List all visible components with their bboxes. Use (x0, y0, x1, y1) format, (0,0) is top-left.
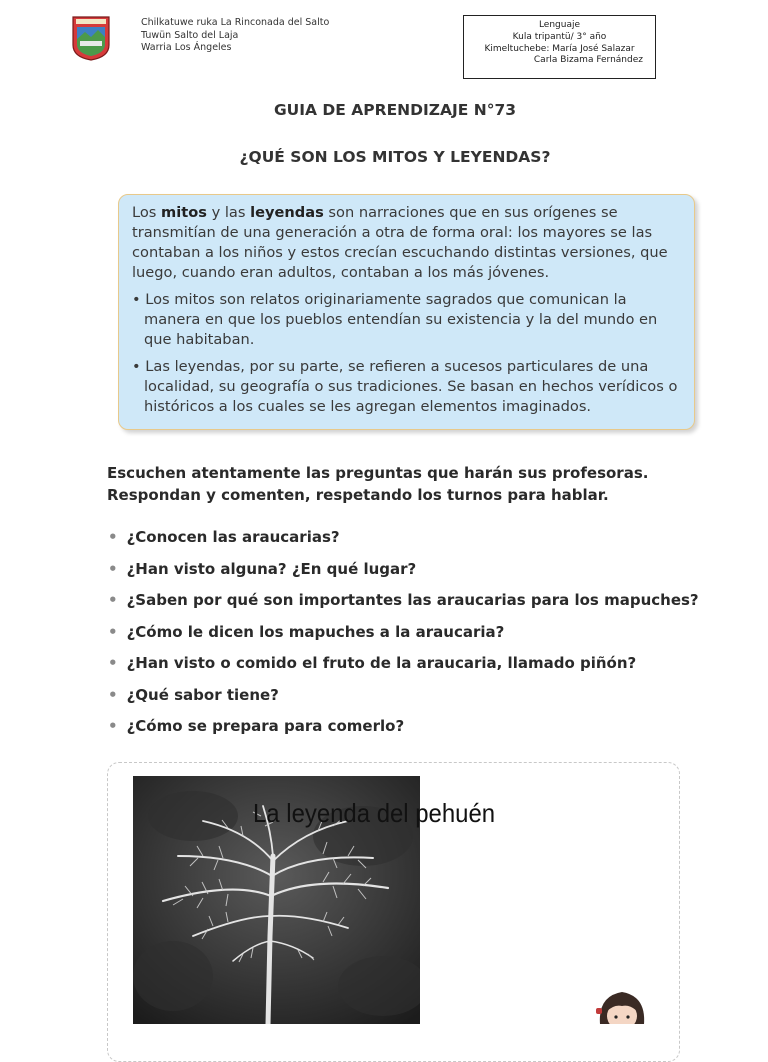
bullet-icon: • (108, 717, 118, 735)
bullet-icon: • (108, 528, 118, 546)
page-subtitle: ¿QUÉ SON LOS MITOS Y LEYENDAS? (239, 148, 551, 166)
bullet-icon: • (108, 685, 118, 704)
term-mitos: mitos (161, 204, 207, 221)
concept-bullet-leyendas: • Las leyendas, por su parte, se refieren a sucesos particulares de una localidad, su geografía o sus tradiciones. Se basan en hechos verídicos o históricos a los cuales se les agregan elementos imaginados. (132, 358, 678, 415)
instruction-line-1: Escuchen atentamente las preguntas que harán sus profesoras. (107, 464, 649, 482)
question-item: • ¿Cómo le dicen los mapuches a la araucaria? (108, 622, 505, 641)
teacher-2: Carla Bizama Fernández (533, 55, 643, 66)
story-title: La leyenda del pehuén (253, 798, 496, 828)
concept-bullet-mitos: • Los mitos son relatos originariamente sagrados que comunican la manera en que los pueblos entendían su existencia y la del mundo en que habitaban. (132, 291, 658, 348)
bullet-icon: • (108, 654, 118, 672)
school-city: Warria Los Ángeles (141, 42, 232, 53)
page-title: GUIA DE APRENDIZAJE N°73 (273, 101, 517, 119)
school-info (141, 17, 329, 55)
concept-intro: Los mitos y las leyendas son narraciones que en sus orígenes se transmitían de una generación a otra de forma oral: los mayores se las contaban a los niños y estos crecían escuchando distintas versiones, que luego, cuando eran adultos, contaban a los más jóvenes. (132, 204, 668, 281)
grade-label: Kula tripantü/ 3° año (512, 31, 607, 42)
bullet-icon: • (108, 622, 118, 641)
question-item: • ¿Qué sabor tiene? (108, 685, 279, 704)
question-item: • ¿Han visto o comido el fruto de la araucaria, llamado piñón? (108, 654, 637, 672)
teacher-1: Kimeltuchebe: María José Salazar (484, 43, 635, 54)
instruction-line-2: Respondan y comenten, respetando los turnos para hablar. (107, 486, 609, 504)
bullet-icon: • (108, 559, 118, 578)
instructions (107, 462, 648, 506)
bullet-icon: • (108, 591, 118, 609)
question-item: • ¿Cómo se prepara para comerlo? (108, 717, 405, 735)
question-list (108, 527, 699, 748)
school-name: Chilkatuwe ruka La Rinconada del Salto (141, 17, 330, 28)
question-item: • ¿Saben por qué son importantes las araucarias para los mapuches? (108, 591, 699, 609)
girl-illustration (592, 988, 652, 1024)
question-item: • ¿Han visto alguna? ¿En qué lugar? (108, 559, 417, 578)
question-item: • ¿Conocen las araucarias? (108, 528, 340, 546)
course-info-box (463, 15, 656, 79)
subject-label: Lenguaje (538, 20, 581, 30)
term-leyendas: leyendas (250, 204, 324, 221)
concept-box (118, 194, 695, 430)
school-logo (71, 15, 111, 61)
school-area: Tuwün Salto del Laja (141, 29, 239, 41)
